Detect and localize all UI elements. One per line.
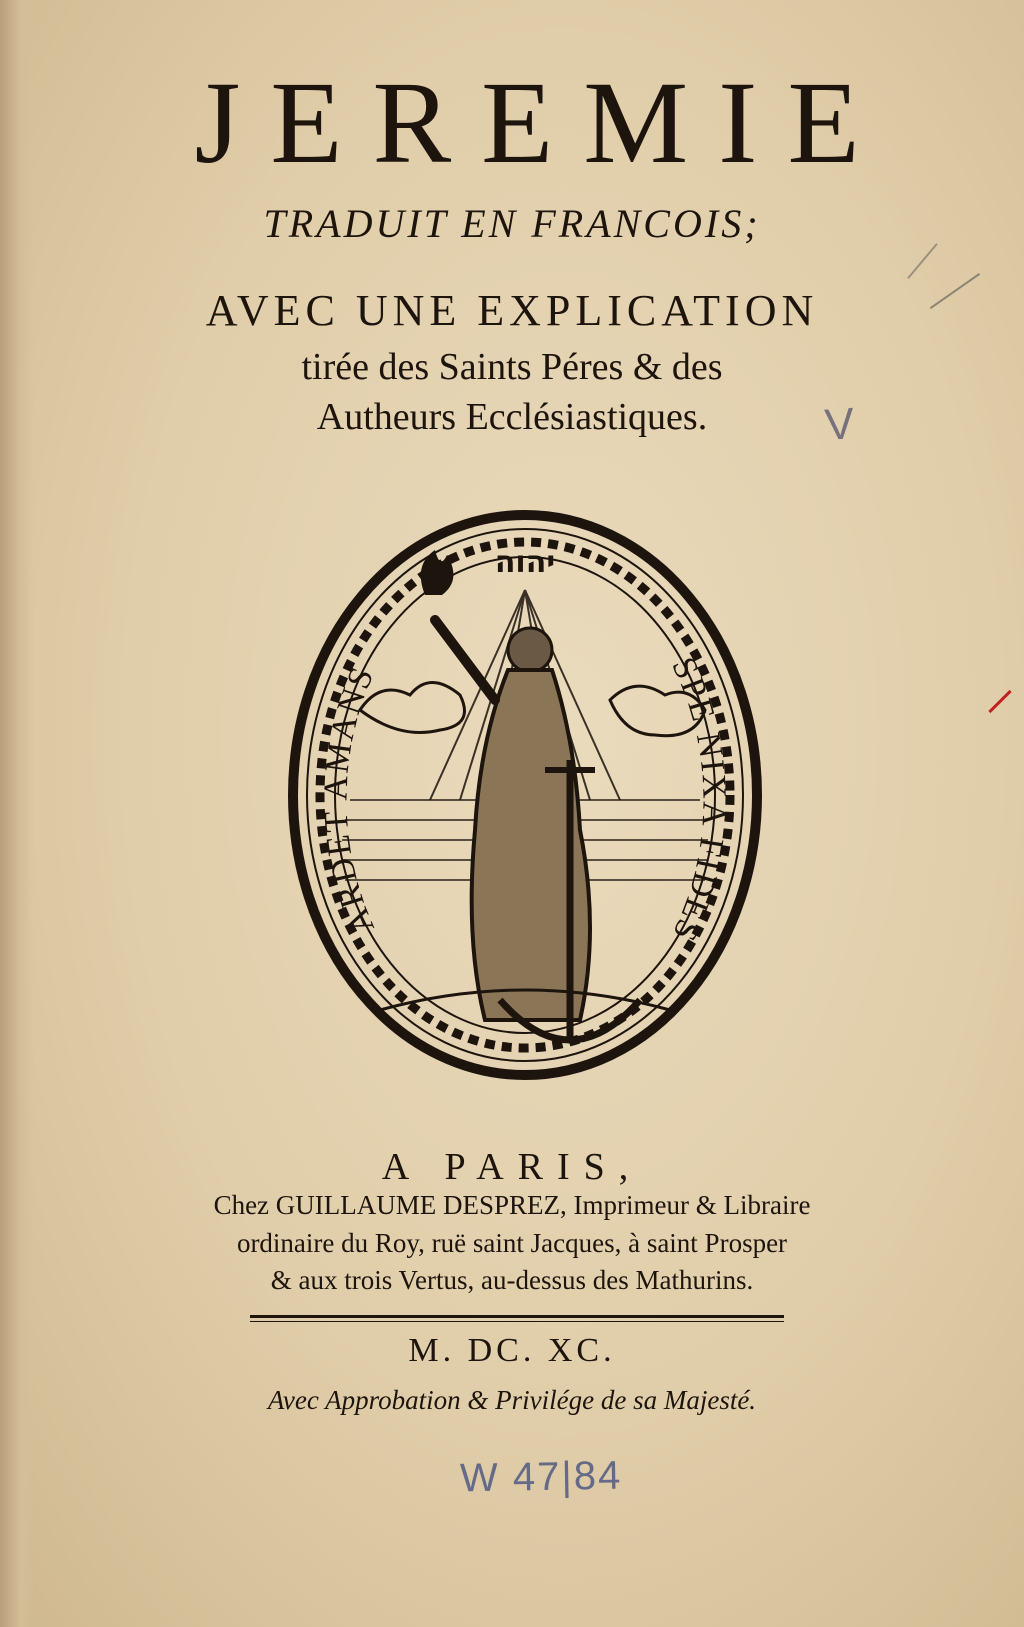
imprint-line-2: ordinaire du Roy, ruë saint Jacques, à saint Prosper: [236, 1228, 788, 1258]
tetragrammaton: יהוה: [494, 545, 556, 580]
subtitle-explication: AVEC UNE EXPLICATION: [205, 286, 819, 335]
margin-note: V: [823, 399, 856, 450]
subtitle-line-1: tirée des Saints Péres & des: [301, 346, 723, 388]
imprint-line-3: & aux trois Vertus, au-dessus des Mathurins.: [270, 1265, 754, 1295]
imprint-city: A PARIS,: [381, 1146, 643, 1188]
motto-right: SPE NIXA FIDES: [664, 651, 733, 949]
imprint-line-1: Chez GUILLAUME DESPREZ, Imprimeur & Libraire: [213, 1190, 811, 1220]
subtitle-line-2: Autheurs Ecclésiastiques.: [316, 396, 708, 438]
divider-rule: [250, 1315, 784, 1318]
book-title: JEREMIE: [194, 57, 890, 188]
publication-date: M. DC. XC.: [408, 1332, 616, 1369]
privilege-line: Avec Approbation & Privilége de sa Majesté.: [267, 1385, 757, 1415]
divider-rule: [250, 1321, 784, 1322]
red-pencil-mark: [988, 690, 1011, 713]
motto-left: ARDET AMANS: [317, 660, 383, 940]
handwritten-shelfmark: W 47|84: [459, 1453, 623, 1501]
printer-emblem: [280, 500, 770, 1090]
pen-stroke: [907, 243, 937, 279]
subtitle: TRADUIT EN FRANCOIS;: [263, 201, 761, 246]
